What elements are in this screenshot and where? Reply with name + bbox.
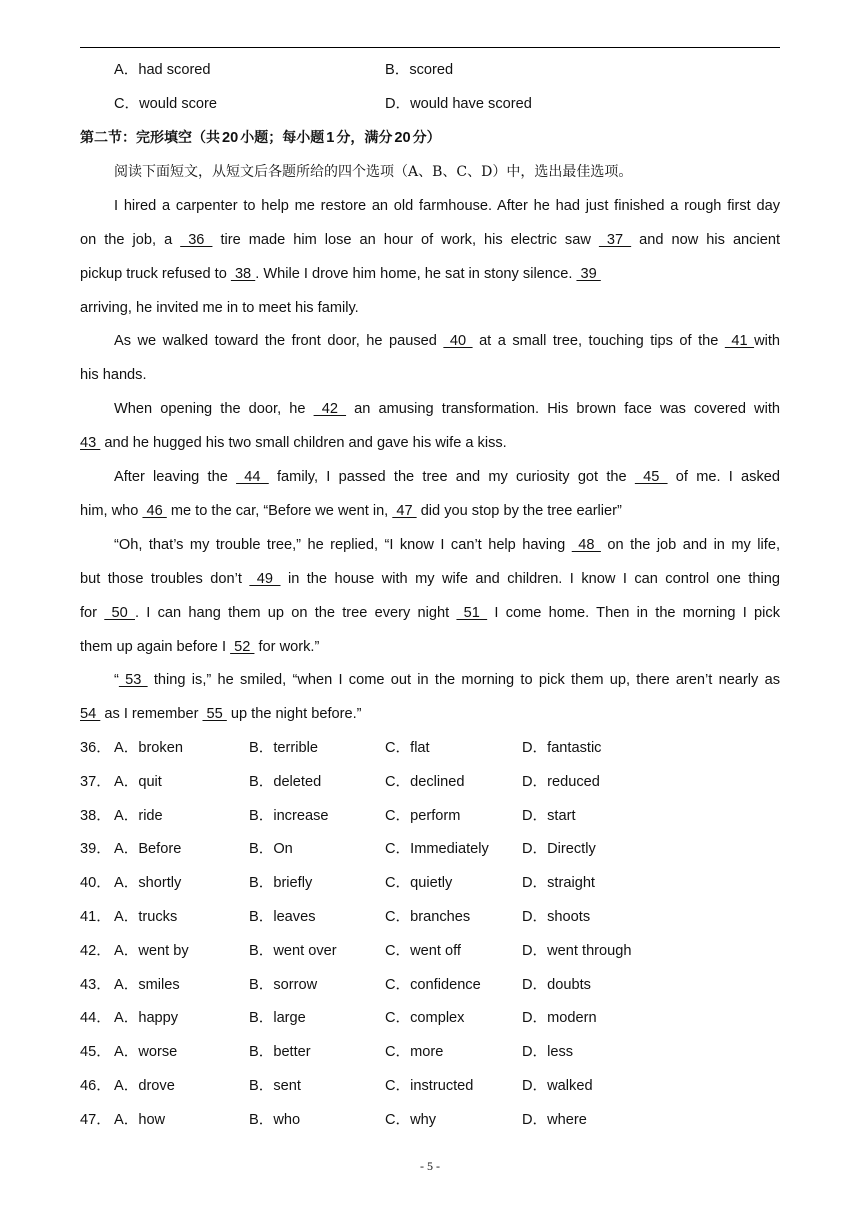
option-d: D．less	[522, 1044, 574, 1061]
option-c: C．Immediately	[385, 841, 489, 858]
option-b: B．large	[249, 1010, 306, 1027]
option-b: B．On	[249, 841, 293, 858]
blank-41: 41	[724, 333, 755, 349]
passage-line: but those troubles don’t 49 in the house with my wife and children. I know I can control one thing	[80, 571, 781, 587]
passage-line: 54 as I remember 55 up the night before.”	[80, 706, 362, 722]
blank-52: 52	[230, 639, 255, 655]
option-a: A．quit	[114, 773, 162, 790]
option-c: C．instructed	[385, 1078, 474, 1094]
question-number: 46．	[80, 1078, 111, 1094]
question-number: 47．	[80, 1111, 111, 1128]
blank-40: 40	[443, 333, 473, 349]
prev-option-a: A．had scored	[114, 62, 211, 78]
option-b: B．briefly	[249, 875, 313, 892]
question-number: 43．	[80, 976, 111, 993]
option-c: C．flat	[385, 740, 430, 756]
question-count: 20	[222, 130, 239, 146]
option-b: B．increase	[249, 807, 329, 824]
blank-50: 50	[104, 605, 135, 621]
blank-47: 47	[392, 503, 417, 519]
question-number: 39．	[80, 841, 111, 858]
option-b: B．went over	[249, 942, 337, 959]
option-a: A．trucks	[114, 909, 178, 925]
blank-55: 55	[202, 706, 227, 722]
blank-36: 36	[180, 232, 213, 248]
passage-line: “ 53 thing is,” he smiled, “when I come out in the morning to pick them up, there aren’t nearly as	[114, 672, 780, 688]
option-d: D．doubts	[522, 976, 591, 993]
option-d: D．went through	[522, 942, 632, 959]
question-number: 37．	[80, 773, 111, 790]
passage-line: As we walked toward the front door, he paused 40 at a small tree, touching tips of the 41 with	[114, 333, 781, 349]
blank-42: 42	[313, 401, 347, 417]
blank-51: 51	[456, 605, 488, 621]
option-b: B．who	[249, 1111, 301, 1128]
question-number: 42．	[80, 942, 111, 959]
option-a: A．how	[114, 1111, 166, 1128]
option-c: C．quietly	[385, 875, 453, 892]
passage-line: them up again before I 52 for work.”	[80, 639, 320, 655]
option-d: D．shoots	[522, 909, 591, 925]
blank-38: 38	[230, 266, 256, 282]
header-rule	[80, 47, 780, 48]
option-c: C．more	[385, 1044, 444, 1061]
passage-line: arriving, he invited me in to meet his family.	[80, 300, 359, 316]
option-b: B．sorrow	[249, 976, 318, 993]
blank-37: 37	[598, 232, 632, 248]
option-c: C．complex	[385, 1010, 465, 1027]
option-c: C．went off	[385, 942, 461, 959]
option-a: A．shortly	[114, 875, 182, 892]
option-a: A．went by	[114, 942, 189, 959]
blank-54: 54	[80, 706, 101, 722]
prev-option-d: D．would have scored	[385, 96, 532, 112]
option-a: A．happy	[114, 1010, 179, 1027]
passage-line: When opening the door, he 42 an amusing transformation. His brown face was covered with	[114, 401, 780, 417]
option-d: D．straight	[522, 875, 595, 892]
prev-option-c: C．would score	[114, 96, 218, 112]
passage-line: After leaving the 44 family, I passed the tree and my curiosity got the 45 of me. I asked	[114, 469, 780, 485]
option-b: B．deleted	[249, 773, 322, 790]
option-a: A．Before	[114, 841, 182, 858]
option-d: D．modern	[522, 1010, 597, 1027]
option-d: D．Directly	[522, 841, 596, 858]
question-number: 36．	[80, 740, 111, 756]
blank-53: 53	[118, 672, 148, 688]
option-d: D．fantastic	[522, 740, 602, 756]
blank-45: 45	[634, 469, 668, 485]
option-a: A．worse	[114, 1044, 178, 1061]
passage-line: his hands.	[80, 367, 147, 383]
blank-39: 39	[576, 266, 601, 282]
option-c: C．why	[385, 1111, 437, 1128]
points-per-question: 1	[326, 130, 335, 146]
passage-line: “Oh, that’s my trouble tree,” he replied, “I know I can’t help having 48 on the job and in my life,	[114, 537, 781, 553]
instruction: 阅读下面短文，从短文后各题所给的四个选项（A、B、C、D）中，选出最佳选项。	[114, 164, 633, 180]
option-b: B．sent	[249, 1078, 301, 1094]
blank-49: 49	[249, 571, 281, 587]
question-number: 38．	[80, 807, 111, 824]
blank-44: 44	[236, 469, 269, 485]
option-b: B．better	[249, 1044, 311, 1061]
blank-46: 46	[142, 503, 167, 519]
option-d: D．start	[522, 807, 576, 824]
option-b: B．leaves	[249, 909, 316, 925]
option-c: C．declined	[385, 773, 465, 790]
total-points: 20	[394, 130, 411, 146]
prev-option-b: B．scored	[385, 62, 454, 78]
passage-line: for 50 . I can hang them up on the tree every night 51 I come home. Then in the morning I pick	[80, 605, 781, 621]
question-number: 44．	[80, 1010, 111, 1027]
option-a: A．broken	[114, 740, 183, 756]
passage-line: I hired a carpenter to help me restore an old farmhouse. After he had just finished a rough first day	[114, 198, 780, 214]
option-c: C．perform	[385, 807, 461, 824]
blank-43: 43	[80, 435, 101, 451]
option-b: B．terrible	[249, 740, 318, 756]
question-number: 41．	[80, 909, 111, 925]
option-d: D．where	[522, 1111, 587, 1128]
question-number: 40．	[80, 875, 111, 892]
option-a: A．ride	[114, 807, 163, 824]
page-number: - 5 -	[420, 1159, 440, 1173]
option-a: A．smiles	[114, 976, 180, 993]
option-c: C．branches	[385, 909, 471, 925]
passage-line: 43 and he hugged his two small children and gave his wife a kiss.	[80, 435, 507, 451]
option-a: A．drove	[114, 1078, 175, 1094]
option-d: D．reduced	[522, 773, 600, 790]
section-header: 第二节：完形填空（共 20 小题；每小题 1 分，满分 20 分）	[80, 130, 441, 146]
passage-line: on the job, a 36 tire made him lose an hour of work, his electric saw 37 and now his ancient	[80, 232, 780, 248]
passage-line: pickup truck refused to 38 . While I drove him home, he sat in stony silence. 39	[80, 266, 601, 282]
passage-line: him, who 46 me to the car, “Before we went in, 47 did you stop by the tree earlier”	[80, 503, 622, 519]
option-c: C．confidence	[385, 976, 481, 993]
question-number: 45．	[80, 1044, 111, 1061]
blank-48: 48	[571, 537, 601, 553]
option-d: D．walked	[522, 1078, 593, 1094]
